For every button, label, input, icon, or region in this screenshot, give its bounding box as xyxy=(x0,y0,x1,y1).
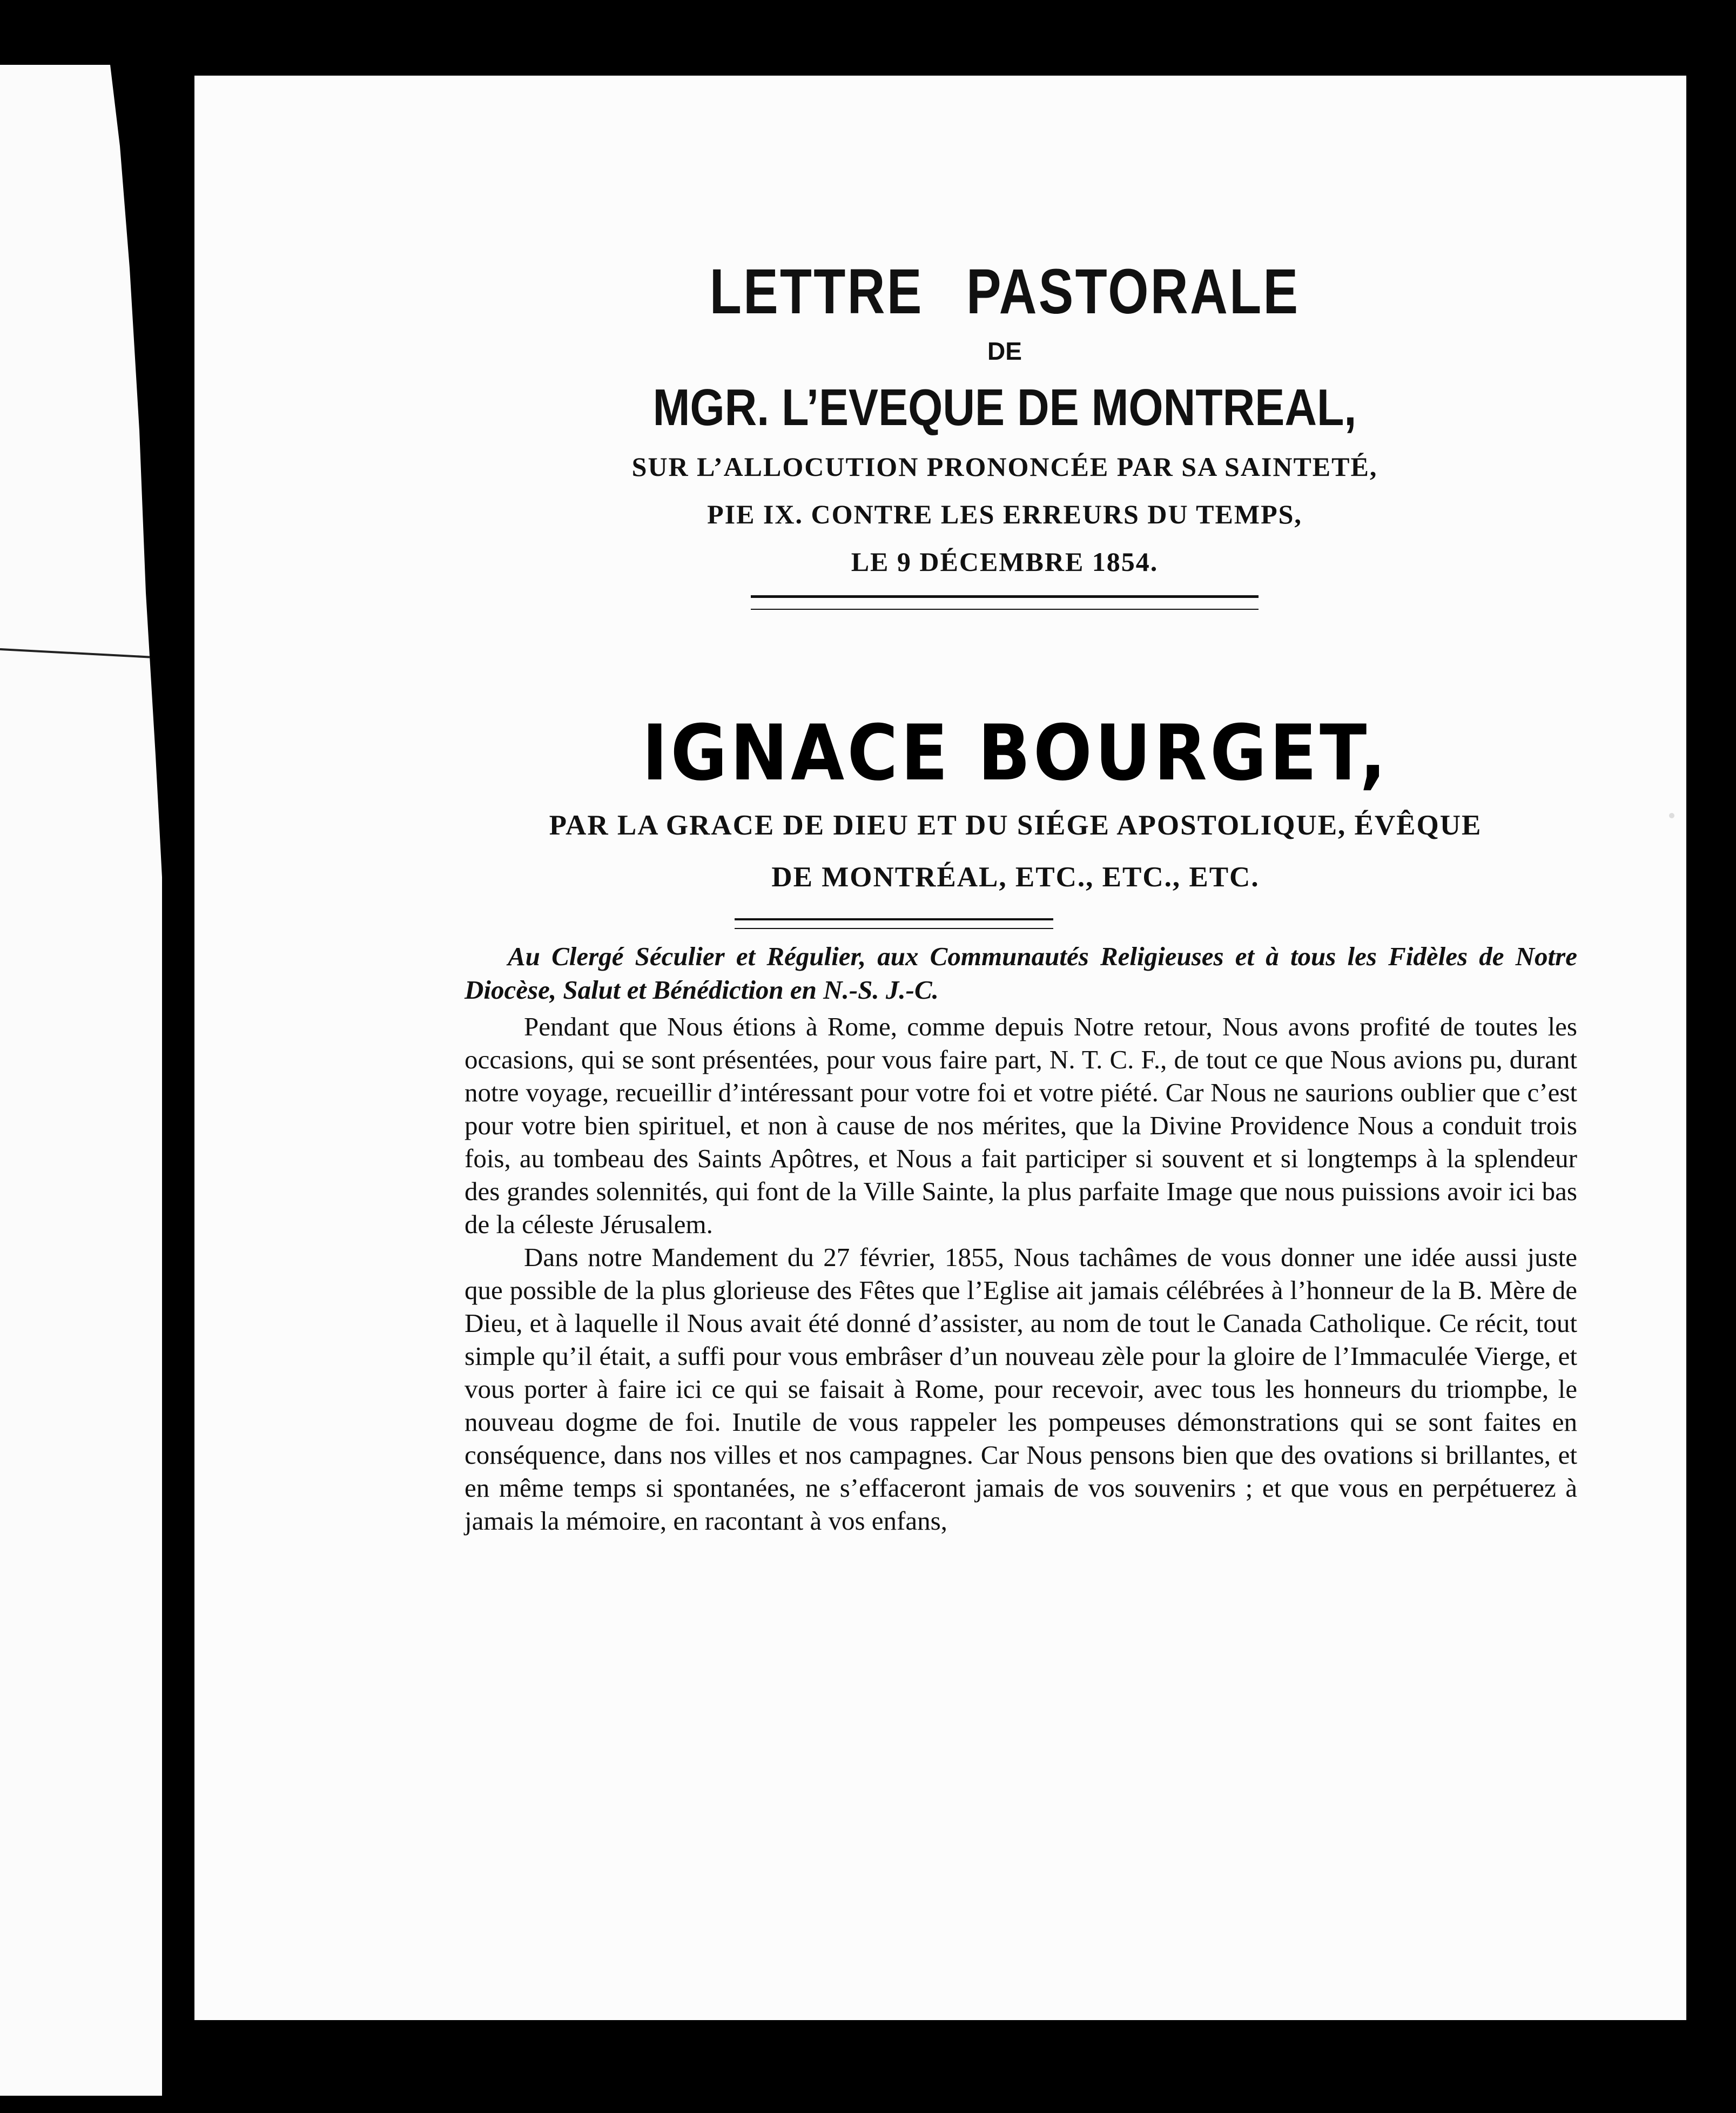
paragraph: Dans notre Mandement du 27 février, 1855, Nous tachâmes de vous donner une idée aussi juste que possible de la plus glorieuse des Fêtes que l’Eglise ait jamais célébrées à l’honneur de la B. Mère de Dieu, et à laquelle il Nous avait été donné d’assister, au nom de tout le Canada Catholique. Ce récit, tout simple qu’il était, a suffi pour vous embrâser d’un nouveau zèle pour la gloire de l’Immaculée Vierge, et vous porter à faire ici ce qui se faisait à Rome, pour recevoir, avec tous les honneurs du triompbe, le nouveau dogme de foi. Inutile de vous rappeler les pompeuses démonstrations qui se sont faites en conséquence, dans nos villes et nos campagnes. Car Nous pensons bien que des ovations si brillantes, et en même temps si spontanées, ne s’effaceront jamais de vos souvenirs ; et que vous en perpétuerez à jamais la mémoire, en racontant à vos enfans, xyxy=(465,1242,1577,1536)
speck xyxy=(1669,813,1674,818)
subtitle-line: SUR L’ALLOCUTION PRONONCÉE PAR SA SAINTETÉ, xyxy=(631,452,1378,482)
letter-body xyxy=(465,1010,1577,1537)
salutation: Au Clergé Séculier et Régulier, aux Communautés Religieuses et à tous les Fidèles de Notre Diocèse, Salut et Bénédiction en N.-S. J.-C. xyxy=(465,941,1577,1005)
subtitle-line: PIE IX. CONTRE LES ERREURS DU TEMPS, xyxy=(707,499,1302,529)
titles-line: PAR LA GRACE DE DIEU ET DU SIÉGE APOSTOLIQUE, ÉVÊQUE xyxy=(549,810,1482,841)
facing-page-edge xyxy=(0,65,162,2096)
document-header xyxy=(465,254,1545,610)
subtitle-line: LE 9 DÉCEMBRE 1854. xyxy=(851,547,1159,577)
title-connector: DE xyxy=(987,337,1022,365)
bishop-name: IGNACE BOURGET, xyxy=(642,709,1389,798)
bishop-titles xyxy=(465,799,1566,903)
titles-line: DE MONTRÉAL, ETC., ETC., ETC. xyxy=(771,862,1260,893)
document-page xyxy=(194,76,1686,2020)
paragraph: Pendant que Nous étions à Rome, comme depuis Notre retour, Nous avons profité de toutes les occasions, qui se sont présentées, pour vous faire part, N. T. C. F., de tout ce que Nous avions pu, durant notre voyage, recueillir d’intéressant pour votre foi et votre piété. Car Nous ne saurions oublier que c’est pour votre bien spirituel, et non à cause de nos mérites, que la Divine Providence Nous a conduit trois fois, au tombeau des Saints Apôtres, et Nous a fait participer si souvent et si longtemps à la splendeur des grandes solennités, qui font de la Ville Sainte, la plus parfaite Image que nous puissions avoir ici bas de la céleste Jérusalem. xyxy=(465,1012,1577,1239)
tear-mark xyxy=(0,648,162,659)
author-line: MGR. L’EVEQUE DE MONTREAL, xyxy=(652,379,1357,436)
header-divider xyxy=(751,595,1259,610)
document-title: LETTRE PASTORALE xyxy=(709,256,1300,327)
titles-divider xyxy=(735,918,1053,929)
